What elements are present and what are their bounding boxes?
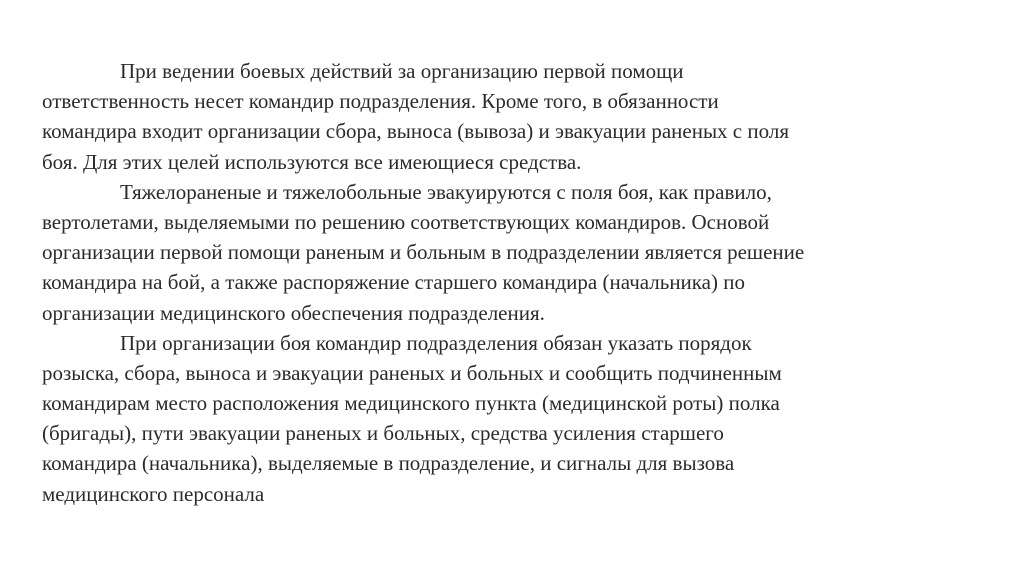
paragraph-1-line-3: командира входит организации сбора, выноса (вывоза) и эвакуации раненых с поля [42,119,789,144]
paragraph-3-line-6: медицинского персонала [42,481,265,506]
paragraph-3-line-4: (бригады), пути эвакуации раненых и больных, средства усиления старшего [42,421,724,446]
paragraph-2-line-1: Тяжелораненые и тяжелобольные эвакуируются с поля боя, как правило, [120,179,772,204]
paragraph-2-line-4: командира на бой, а также распоряжение старшего командира (начальника) по [42,270,745,295]
paragraph-3-line-1: При организации боя командир подразделения обязан указать порядок [120,330,752,355]
paragraph-1-line-4: боя. Для этих целей используются все имеющиеся средства. [42,149,582,174]
body-text [42,56,992,509]
paragraph-1-line-2: ответственность несет командир подразделения. Кроме того, в обязанности [42,89,719,114]
paragraph-3-line-5: командира (начальника), выделяемые в подразделение, и сигналы для вызова [42,451,735,476]
paragraph-2-line-5: организации медицинского обеспечения подразделения. [42,300,545,325]
paragraph-2-line-2: вертолетами, выделяемыми по решению соответствующих командиров. Основой [42,209,770,234]
paragraph-3-line-3: командирам место расположения медицинского пункта (медицинской роты) полка [42,391,780,416]
paragraph-3-line-2: розыска, сбора, выноса и эвакуации раненых и больных и сообщить подчиненным [42,360,782,385]
paragraph-1-line-1: При ведении боевых действий за организацию первой помощи [120,59,684,83]
paragraph-2-line-3: организации первой помощи раненым и больным в подразделении является решение [42,240,805,265]
